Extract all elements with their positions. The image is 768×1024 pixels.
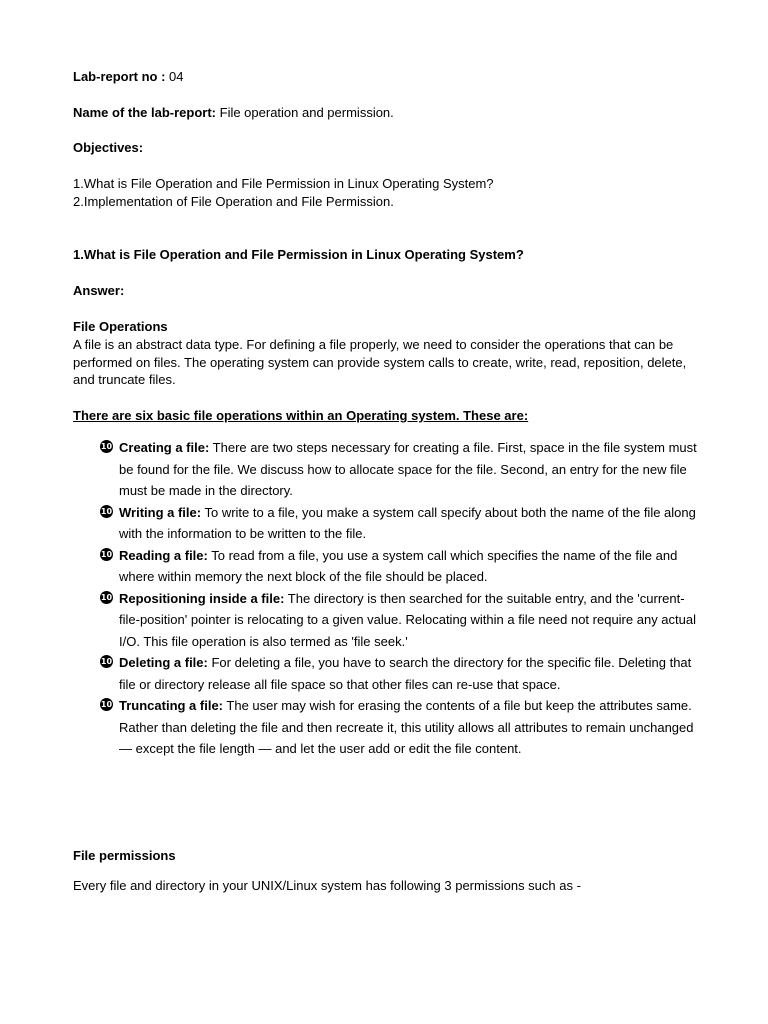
file-operations-heading: File Operations <box>73 319 168 334</box>
operation-description: The directory is then searched for the suitable entry, and the 'current-file-position' pointer is relocating to a given value. Relocating within a file need not require any actual I/O. This file operation is also termed as 'file seek.' <box>119 590 696 649</box>
operation-term: Writing a file: <box>119 504 202 520</box>
operation-term: Creating a file: <box>119 440 210 455</box>
file-operations-list <box>100 437 700 760</box>
objective-item: 2.Implementation of File Operation and File Permission. <box>73 194 394 209</box>
list-item <box>100 695 700 760</box>
numbered-bullet-icon: 10 <box>100 442 113 451</box>
answer-label: Answer: <box>73 283 125 298</box>
operation-description: To read from a file, you use a system call which specifies the name of the file and where within memory the next block of the file should be placed. <box>119 547 678 584</box>
file-operations-list-heading: There are six basic file operations within an Operating system. These are: <box>73 408 529 423</box>
report-name-label: Name of the lab-report: <box>73 105 217 120</box>
report-name-line <box>73 105 394 121</box>
operation-term: Reading a file: <box>119 547 208 563</box>
report-number-value: 04 <box>169 69 184 84</box>
operation-description: The user may wish for erasing the contents of a file but keep the attributes same. Rather than deleting the file and then recreate it, this utility allows all attributes to remain unchanged — except the file length — and let the user add or edit the file content. <box>119 698 694 756</box>
report-number-line <box>73 69 184 85</box>
file-permissions-intro: Every file and directory in your UNIX/Linux system has following 3 permissions such as - <box>73 878 581 893</box>
report-name-value: File operation and permission. <box>216 105 394 120</box>
operation-term: Truncating a file: <box>119 698 224 713</box>
numbered-bullet-icon: 10 <box>100 549 113 559</box>
file-permissions-heading: File permissions <box>73 848 176 863</box>
operation-description: For deleting a file, you have to search the directory for the specific file. Deleting that file or directory release all file space so that other files can re-use that space. <box>119 655 692 692</box>
list-item <box>100 652 700 695</box>
operation-description: There are two steps necessary for creating a file. First, space in the file system must be found for the file. We discuss how to allocate space for the file. Second, an entry for the new file must be made in the directory. <box>119 440 697 498</box>
objectives-heading: Objectives: <box>73 140 144 155</box>
objective-item: 1.What is File Operation and File Permission in Linux Operating System? <box>73 176 494 191</box>
file-operations-intro: A file is an abstract data type. For defining a file properly, we need to consider the operations that can be performed on files. The operating system can provide system calls to create, write, read, reposition, delete, and truncate files. <box>73 337 687 387</box>
numbered-bullet-icon: 10 <box>100 700 113 709</box>
numbered-bullet-icon: 10 <box>100 506 113 516</box>
list-item <box>100 437 700 502</box>
question-heading: 1.What is File Operation and File Permission in Linux Operating System? <box>73 247 524 262</box>
operation-term: Deleting a file: <box>119 655 208 670</box>
numbered-bullet-icon: 10 <box>100 657 113 666</box>
list-item <box>100 502 700 545</box>
operation-description: To write to a file, you make a system call specify about both the name of the file along with the information to be written to the file. <box>119 504 696 541</box>
operation-term: Repositioning inside a file: <box>119 590 285 606</box>
list-item <box>100 545 700 588</box>
numbered-bullet-icon: 10 <box>100 592 113 602</box>
list-item <box>100 588 700 653</box>
report-number-label: Lab-report no : <box>73 69 170 84</box>
